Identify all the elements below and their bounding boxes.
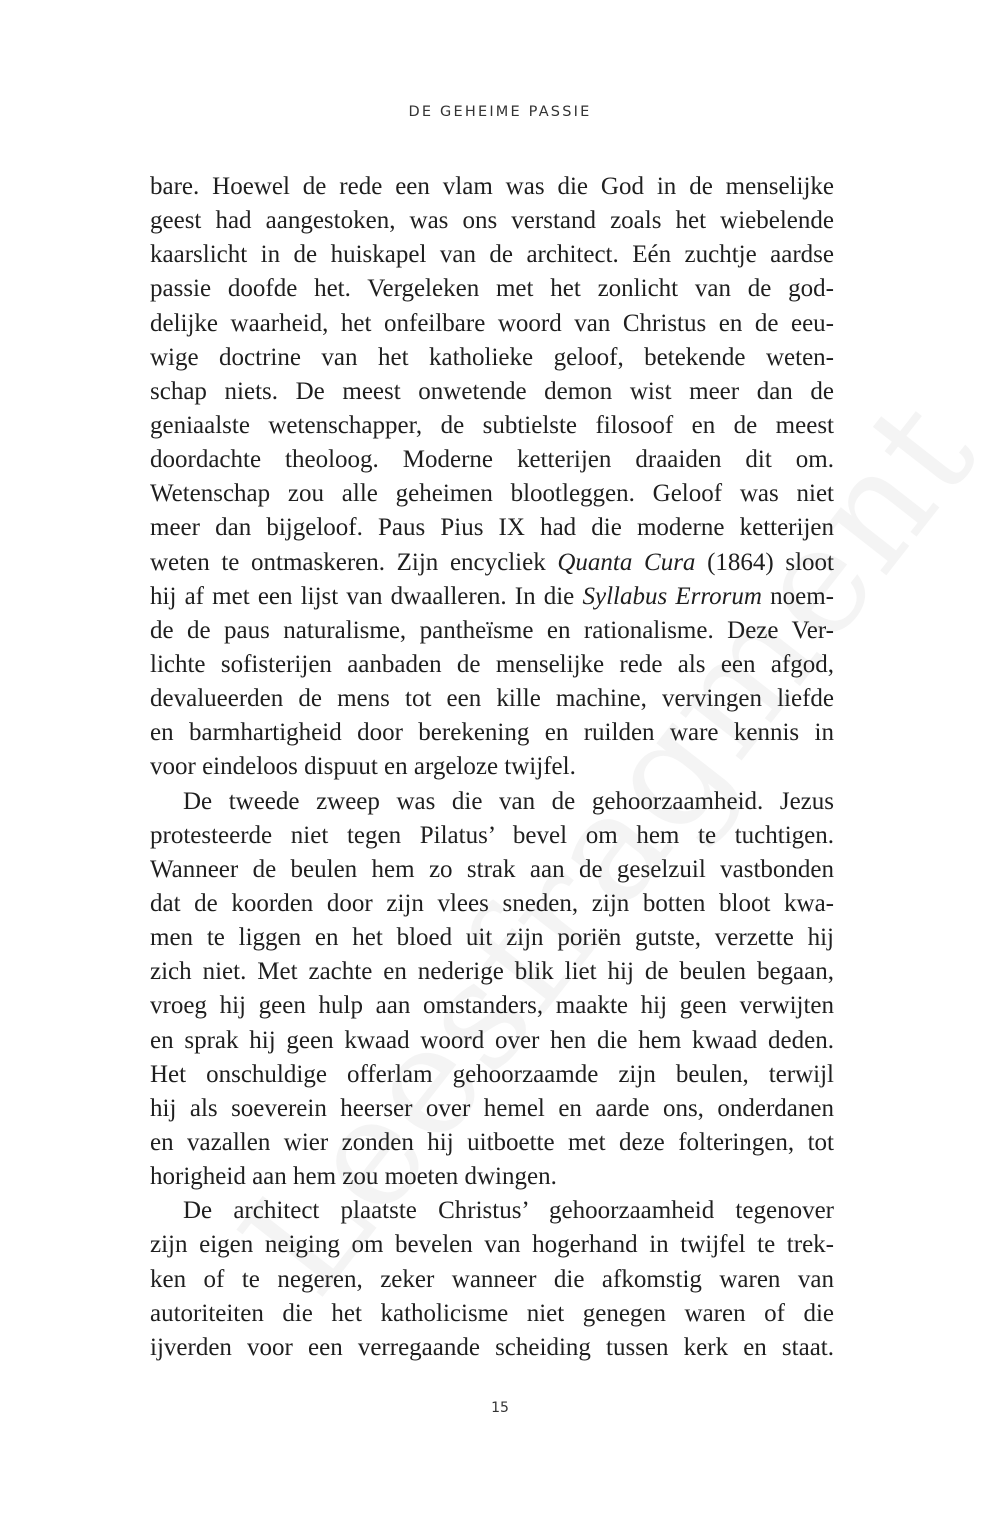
page-number: 15 — [491, 1400, 509, 1416]
text-line: lichte sofisterijen aanbaden de menselijke rede als een afgod, — [150, 650, 834, 678]
text-line: zich niet. Met zachte en nederige blik liet hij de beulen begaan, — [150, 958, 834, 986]
text-line: en barmhartigheid door berekening en ruilden ware kennis in — [150, 719, 834, 747]
text-line: en sprak hij geen kwaad woord over hen die hem kwaad deden. — [150, 1026, 834, 1054]
text-line: delijke waarheid, het onfeilbare woord van Christus en de eeu- — [150, 309, 834, 337]
text-line: Het onschuldige offerlam gehoorzaamde zijn beulen, terwijl — [150, 1060, 834, 1088]
text-line: ijverden voor een verregaande scheiding tussen kerk en staat. — [150, 1333, 834, 1361]
text-line: meer dan bijgeloof. Paus Pius IX had die moderne ketterijen — [150, 514, 834, 542]
text-line: men te liggen en het bloed uit zijn poriën gutste, verzette hij — [150, 924, 834, 952]
text-line: horigheid aan hem zou moeten dwingen. — [150, 1163, 557, 1191]
text-line: doordachte theoloog. Moderne ketterijen draaiden dit om. — [150, 446, 834, 474]
text-line: zijn eigen neiging om bevelen van hogerhand in twijfel te trek- — [150, 1231, 834, 1259]
text-line: wige doctrine van het katholieke geloof, betekende weten- — [150, 343, 834, 371]
text-line: schap niets. De meest onwetende demon wist meer dan de — [150, 377, 834, 405]
text-line: devalueerden de mens tot een kille machine, vervingen liefde — [150, 685, 834, 713]
text-line: De architect plaatste Christus’ gehoorzaamheid tegenover — [183, 1197, 834, 1225]
text-line: weten te ontmaskeren. Zijn encycliek Quanta Cura (1864) sloot — [150, 548, 834, 576]
text-line: passie doofde het. Vergeleken met het zonlicht van de god- — [150, 275, 834, 303]
italic-title: Quanta Cura — [557, 548, 696, 576]
text-line: geniaalste wetenschapper, de subtielste filosoof en de meest — [150, 411, 834, 439]
body-text — [150, 170, 834, 1365]
text-line: Wanneer de beulen hem zo strak aan de geselzuil vastbonden — [150, 855, 834, 883]
text-line: dat de koorden door zijn vlees sneden, zijn botten bloot kwa- — [150, 889, 834, 917]
text-line: hij af met een lijst van dwaalleren. In die Syllabus Errorum noem- — [150, 582, 834, 610]
text-line: hij als soeverein heerser over hemel en aarde ons, onderdanen — [150, 1094, 834, 1122]
text-line: De tweede zweep was die van de gehoorzaamheid. Jezus — [183, 787, 834, 815]
text-line: en vazallen wier zonden hij uitboette met deze folteringen, tot — [150, 1128, 834, 1156]
text-line: de de paus naturalisme, pantheïsme en rationalisme. Deze Ver- — [150, 616, 834, 644]
text-line: voor eindeloos dispuut en argeloze twijfel. — [150, 753, 576, 781]
text-line: Wetenschap zou alle geheimen blootleggen. Geloof was niet — [150, 480, 834, 508]
text-line: geest had aangestoken, was ons verstand zoals het wiebelende — [150, 207, 834, 235]
text-line: vroeg hij geen hulp aan omstanders, maakte hij geen verwijten — [150, 992, 834, 1020]
text-line: kaarslicht in de huiskapel van de architect. Eén zuchtje aardse — [150, 241, 834, 269]
text-line: protesteerde niet tegen Pilatus’ bevel om hem te tuchtigen. — [150, 821, 834, 849]
text-line: bare. Hoewel de rede een vlam was die God in de menselijke — [150, 173, 834, 200]
italic-title: Syllabus Errorum — [582, 582, 762, 610]
text-line: ken of te negeren, zeker wanneer die afkomstig waren van — [150, 1265, 834, 1293]
running-head: DE GEHEIME PASSIE — [408, 104, 592, 120]
text-line: autoriteiten die het katholicisme niet genegen waren of die — [150, 1299, 834, 1327]
